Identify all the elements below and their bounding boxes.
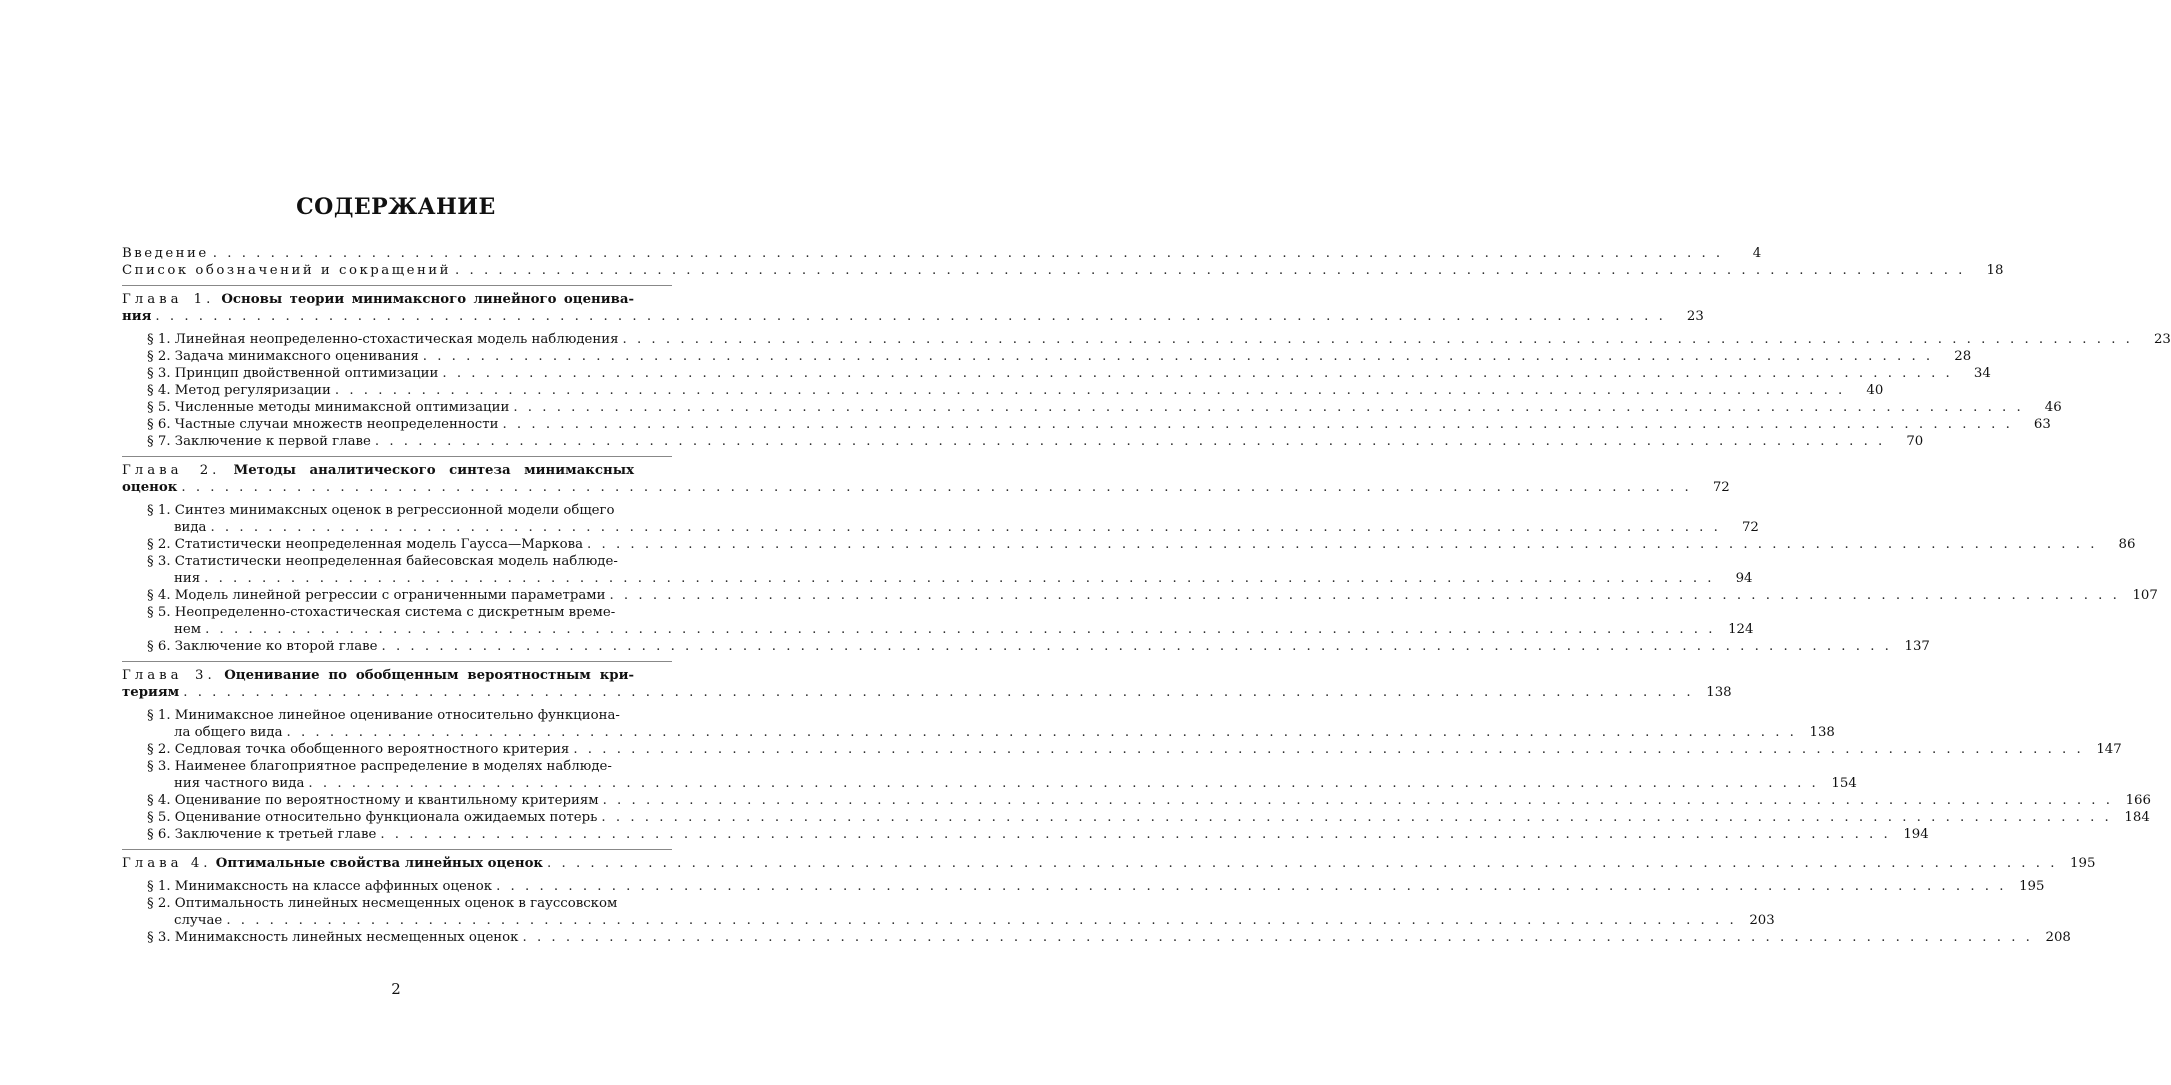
page-ref: 63: [2033, 417, 2051, 432]
chapter-label: Глава 2.: [122, 463, 221, 478]
leader-dots: . . . . . . . . . . . . . . . . . . . . . . . . . . . . . . . . . . . . . . . . . . . . . . . . . . . . . . . . . . . . . . . . . . . . . . . . . . . . . . . . . . . . . . . . . . . . . . . . . . . . . . . . .: [334, 383, 1846, 398]
leader-dots: . . . . . . . . . . . . . . . . . . . . . . . . . . . . . . . . . . . . . . . . . . . . . . . . . . . . . . . . . . . . . . . . . . . . . . . . . . . . . . . . . . . . . . . . . . . . . . . . . . . . . . . . .: [181, 480, 1692, 495]
leader-dots: . . . . . . . . . . . . . . . . . . . . . . . . . . . . . . . . . . . . . . . . . . . . . . . . . . . . . . . . . . . . . . . . . . . . . . . . . . . . . . . . . . . . . . . . . . . . . . . . . . . . . . . . .: [226, 913, 1737, 928]
page-ref: 154: [1831, 776, 1857, 791]
entry-text: § 5. Оценивание относительно функционала ожидаемых потерь: [147, 810, 598, 825]
page-ref: 4: [1752, 246, 1762, 261]
chapter-heading[interactable]: [122, 463, 672, 480]
page-ref: 28: [1954, 349, 1972, 364]
leader-dots: . . . . . . . . . . . . . . . . . . . . . . . . . . . . . . . . . . . . . . . . . . . . . . . . . . . . . . . . . . . . . . . . . . . . . . . . . . . . . . . . . . . . . . . . . . . . . . . . . . . . . . . . .: [502, 417, 2013, 432]
entry-text: § 2. Седловая точка обобщенного вероятностного критерия: [147, 742, 570, 757]
leader-dots: . . . . . . . . . . . . . . . . . . . . . . . . . . . . . . . . . . . . . . . . . . . . . . . . . . . . . . . . . . . . . . . . . . . . . . . . . . . . . . . . . . . . . . . . . . . . . . . . . . . . . . . . .: [622, 332, 2133, 347]
section-entry[interactable]: [122, 810, 2150, 827]
entry-text: § 5. Численные методы минимаксной оптимизации: [147, 400, 510, 415]
entry-text: § 6. Заключение ко второй главе: [147, 639, 378, 654]
entry-text: случае: [174, 913, 223, 928]
page-ref: 137: [1904, 639, 1930, 654]
chapter-label: Глава 3.: [122, 668, 216, 683]
entry-text: вида: [174, 520, 207, 535]
page-ref: 166: [2125, 793, 2151, 808]
chapter-label: Глава 1.: [122, 292, 215, 307]
leader-dots: . . . . . . . . . . . . . . . . . . . . . . . . . . . . . . . . . . . . . . . . . . . . . . . . . . . . . . . . . . . . . . . . . . . . . . . . . . . . . . . . . . . . . . . . . . . . . . . . . . . . . . . . .: [547, 856, 2058, 871]
section-entry[interactable]: [122, 417, 2051, 434]
chapter-title: Оценивание по обобщенным вероятностным кри-: [224, 668, 634, 683]
entry-text: нем: [174, 622, 202, 637]
entry-text: § 1. Линейная неопределенно-стохастическая модель наблюдения: [147, 332, 619, 347]
page-ref: 86: [2118, 537, 2136, 552]
page-ref: 124: [1728, 622, 1754, 637]
page-title: СОДЕРЖАНИЕ: [296, 194, 496, 220]
page-ref: 40: [1866, 383, 1884, 398]
section-entry[interactable]: [122, 349, 1972, 366]
page-ref: 195: [2019, 879, 2045, 894]
entry-text: § 3. Принцип двойственной оптимизации: [147, 366, 439, 381]
leader-dots: . . . . . . . . . . . . . . . . . . . . . . . . . . . . . . . . . . . . . . . . . . . . . . . . . . . . . . . . . . . . . . . . . . . . . . . . . . . . . . . . . . . . . . . . . . . . . . . . . . . . . . . . .: [496, 879, 2007, 894]
chapter-title: Оптимальные свойства линейных оценок: [215, 856, 544, 871]
section-entry[interactable]: [122, 332, 2171, 349]
chapter-title-cont: териям: [122, 685, 180, 700]
chapter-entry[interactable]: [122, 480, 1730, 497]
section-entry[interactable]: [122, 930, 2071, 947]
leader-dots: . . . . . . . . . . . . . . . . . . . . . . . . . . . . . . . . . . . . . . . . . . . . . . . . . . . . . . . . . . . . . . . . . . . . . . . . . . . . . . . . . . . . . . . . . . . . . . . . . . . . . . . . .: [155, 309, 1666, 324]
leader-dots: . . . . . . . . . . . . . . . . . . . . . . . . . . . . . . . . . . . . . . . . . . . . . . . . . . . . . . . . . . . . . . . . . . . . . . . . . . . . . . . . . . . . . . . . . . . . . . . . . . . . . . . . .: [601, 810, 2112, 825]
leader-dots: . . . . . . . . . . . . . . . . . . . . . . . . . . . . . . . . . . . . . . . . . . . . . . . . . . . . . . . . . . . . . . . . . . . . . . . . . . . . . . . . . . . . . . . . . . . . . . . . . . . . . . . . .: [374, 434, 1886, 449]
page-ref: 147: [2096, 742, 2122, 757]
page-ref: 138: [1809, 725, 1835, 740]
section-line[interactable]: § 3. Наименее благоприятное распределение в моделях наблюде-: [147, 759, 612, 774]
section-entry[interactable]: [122, 913, 1775, 930]
leader-dots: . . . . . . . . . . . . . . . . . . . . . . . . . . . . . . . . . . . . . . . . . . . . . . . . . . . . . . . . . . . . . . . . . . . . . . . . . . . . . . . . . . . . . . . . . . . . . . . . . . . . . . . . .: [210, 520, 1721, 535]
chapter-title: Методы аналитического синтеза минимаксных: [233, 463, 634, 478]
page-ref: 70: [1906, 434, 1924, 449]
leader-dots: . . . . . . . . . . . . . . . . . . . . . . . . . . . . . . . . . . . . . . . . . . . . . . . . . . . . . . . . . . . . . . . . . . . . . . . . . . . . . . . . . . . . . . . . . . . . . . . . . . . . . . . . .: [513, 400, 2024, 415]
leader-dots: . . . . . . . . . . . . . . . . . . . . . . . . . . . . . . . . . . . . . . . . . . . . . . . . . . . . . . . . . . . . . . . . . . . . . . . . . . . . . . . . . . . . . . . . . . . . . . . . . . . . . . . . .: [602, 793, 2113, 808]
chapter-label: Глава 4.: [122, 856, 212, 871]
entry-text: ла общего вида: [174, 725, 283, 740]
section-entry[interactable]: [122, 434, 1924, 451]
entry-text: § 2. Статистически неопределенная модель Гаусса—Маркова: [147, 537, 584, 552]
page-ref: 208: [2045, 930, 2071, 945]
leader-dots: . . . . . . . . . . . . . . . . . . . . . . . . . . . . . . . . . . . . . . . . . . . . . . . . . . . . . . . . . . . . . . . . . . . . . . . . . . . . . . . . . . . . . . . . . . . . . . . . . . . . . . . . .: [212, 246, 1724, 261]
leader-dots: . . . . . . . . . . . . . . . . . . . . . . . . . . . . . . . . . . . . . . . . . . . . . . . . . . . . . . . . . . . . . . . . . . . . . . . . . . . . . . . . . . . . . . . . . . . . . . . . . . . . . . . . .: [183, 685, 1694, 700]
entry-text: § 3. Минимаксность линейных несмещенных оценок: [147, 930, 519, 945]
leader-dots: . . . . . . . . . . . . . . . . . . . . . . . . . . . . . . . . . . . . . . . . . . . . . . . . . . . . . . . . . . . . . . . . . . . . . . . . . . . . . . . . . . . . . . . . . . . . . . . . . . . . . . . . .: [455, 263, 1966, 278]
page-ref: 72: [1741, 520, 1759, 535]
page-ref: 195: [2070, 856, 2096, 871]
page-ref: 34: [1973, 366, 1991, 381]
chapter-title-cont: оценок: [122, 480, 178, 495]
chapter-entry[interactable]: [122, 309, 1704, 326]
leader-dots: . . . . . . . . . . . . . . . . . . . . . . . . . . . . . . . . . . . . . . . . . . . . . . . . . . . . . . . . . . . . . . . . . . . . . . . . . . . . . . . . . . . . . . . . . . . . . . . . . . . . . . . . .: [380, 827, 1891, 842]
page-ref: 23: [1686, 309, 1704, 324]
page-ref: 203: [1749, 913, 1775, 928]
section-line[interactable]: § 1. Синтез минимаксных оценок в регрессионной модели общего: [147, 503, 615, 518]
divider: [122, 456, 672, 457]
section-entry[interactable]: [122, 537, 2136, 554]
leader-dots: . . . . . . . . . . . . . . . . . . . . . . . . . . . . . . . . . . . . . . . . . . . . . . . . . . . . . . . . . . . . . . . . . . . . . . . . . . . . . . . . . . . . . . . . . . . . . . . . . . . . . . . . .: [308, 776, 1819, 791]
entry-text: ния частного вида: [174, 776, 305, 791]
page-ref: 18: [1986, 263, 2004, 278]
divider: [122, 285, 672, 286]
section-entry[interactable]: [122, 383, 1884, 400]
section-entry[interactable]: [122, 793, 2151, 810]
divider: [122, 661, 672, 662]
section-line[interactable]: § 2. Оптимальность линейных несмещенных оценок в гауссовском: [147, 896, 618, 911]
toc-entry[interactable]: [122, 246, 1762, 263]
leader-dots: . . . . . . . . . . . . . . . . . . . . . . . . . . . . . . . . . . . . . . . . . . . . . . . . . . . . . . . . . . . . . . . . . . . . . . . . . . . . . . . . . . . . . . . . . . . . . . . . . . . . . . . . .: [522, 930, 2033, 945]
chapter-heading[interactable]: [122, 292, 672, 309]
section-entry[interactable]: [122, 520, 1759, 537]
table-of-contents: [122, 246, 2171, 947]
chapter-title-cont: ния: [122, 309, 152, 324]
leader-dots: . . . . . . . . . . . . . . . . . . . . . . . . . . . . . . . . . . . . . . . . . . . . . . . . . . . . . . . . . . . . . . . . . . . . . . . . . . . . . . . . . . . . . . . . . . . . . . . . . . . . . . . . .: [286, 725, 1797, 740]
section-line[interactable]: § 5. Неопределенно-стохастическая система с дискретным време-: [147, 605, 616, 620]
page-ref: 184: [2124, 810, 2150, 825]
entry-text: § 4. Модель линейной регрессии с ограниченными параметрами: [147, 588, 606, 603]
section-entry[interactable]: [122, 366, 1991, 383]
page-ref: 23: [2153, 332, 2171, 347]
entry-text: Список обозначений и сокращений: [122, 263, 452, 278]
chapter-entry[interactable]: [122, 685, 1732, 702]
chapter-entry[interactable]: [122, 856, 2096, 873]
leader-dots: . . . . . . . . . . . . . . . . . . . . . . . . . . . . . . . . . . . . . . . . . . . . . . . . . . . . . . . . . . . . . . . . . . . . . . . . . . . . . . . . . . . . . . . . . . . . . . . . . . . . . . . . .: [442, 366, 1953, 381]
leader-dots: . . . . . . . . . . . . . . . . . . . . . . . . . . . . . . . . . . . . . . . . . . . . . . . . . . . . . . . . . . . . . . . . . . . . . . . . . . . . . . . . . . . . . . . . . . . . . . . . . . . . . . . . .: [204, 571, 1715, 586]
entry-text: ния: [174, 571, 201, 586]
entry-text: § 1. Минимаксность на классе аффинных оценок: [147, 879, 493, 894]
section-entry[interactable]: [122, 588, 2158, 605]
page-number: 2: [391, 980, 401, 998]
section-line[interactable]: § 1. Минимаксное линейное оценивание относительно функциона-: [147, 708, 620, 723]
entry-text: § 6. Заключение к третьей главе: [147, 827, 377, 842]
toc-entry[interactable]: [122, 263, 2004, 280]
section-entry[interactable]: [122, 742, 2122, 759]
section-entry[interactable]: [122, 725, 1835, 742]
leader-dots: . . . . . . . . . . . . . . . . . . . . . . . . . . . . . . . . . . . . . . . . . . . . . . . . . . . . . . . . . . . . . . . . . . . . . . . . . . . . . . . . . . . . . . . . . . . . . . . . . . . . . . . . .: [381, 639, 1892, 654]
leader-dots: . . . . . . . . . . . . . . . . . . . . . . . . . . . . . . . . . . . . . . . . . . . . . . . . . . . . . . . . . . . . . . . . . . . . . . . . . . . . . . . . . . . . . . . . . . . . . . . . . . . . . . . . .: [205, 622, 1716, 637]
leader-dots: . . . . . . . . . . . . . . . . . . . . . . . . . . . . . . . . . . . . . . . . . . . . . . . . . . . . . . . . . . . . . . . . . . . . . . . . . . . . . . . . . . . . . . . . . . . . . . . . . . . . . . . . .: [609, 588, 2120, 603]
page-ref: 138: [1706, 685, 1732, 700]
chapter-heading: [122, 856, 543, 871]
entry-text: § 4. Оценивание по вероятностному и квантильному критериям: [147, 793, 599, 808]
leader-dots: . . . . . . . . . . . . . . . . . . . . . . . . . . . . . . . . . . . . . . . . . . . . . . . . . . . . . . . . . . . . . . . . . . . . . . . . . . . . . . . . . . . . . . . . . . . . . . . . . . . . . . . . .: [573, 742, 2084, 757]
section-line[interactable]: § 3. Статистически неопределенная байесовская модель наблюде-: [147, 554, 618, 569]
section-entry[interactable]: [122, 571, 1753, 588]
section-entry[interactable]: [122, 776, 1857, 793]
section-entry[interactable]: [122, 879, 2045, 896]
chapter-heading[interactable]: [122, 668, 672, 685]
chapter-title: Основы теории минимаксного линейного оценива-: [221, 292, 634, 307]
page-ref: 72: [1712, 480, 1730, 495]
page-ref: 194: [1903, 827, 1929, 842]
page-ref: 46: [2044, 400, 2062, 415]
entry-text: § 2. Задача минимаксного оценивания: [147, 349, 419, 364]
leader-dots: . . . . . . . . . . . . . . . . . . . . . . . . . . . . . . . . . . . . . . . . . . . . . . . . . . . . . . . . . . . . . . . . . . . . . . . . . . . . . . . . . . . . . . . . . . . . . . . . . . . . . . . . .: [422, 349, 1934, 364]
leader-dots: . . . . . . . . . . . . . . . . . . . . . . . . . . . . . . . . . . . . . . . . . . . . . . . . . . . . . . . . . . . . . . . . . . . . . . . . . . . . . . . . . . . . . . . . . . . . . . . . . . . . . . . . .: [587, 537, 2098, 552]
section-entry[interactable]: [122, 639, 1930, 656]
entry-text: § 4. Метод регуляризации: [147, 383, 331, 398]
divider: [122, 849, 672, 850]
entry-text: Введение: [122, 246, 209, 261]
section-entry[interactable]: [122, 622, 1754, 639]
page-ref: 107: [2132, 588, 2158, 603]
page-ref: 94: [1735, 571, 1753, 586]
entry-text: § 7. Заключение к первой главе: [147, 434, 371, 449]
section-entry[interactable]: [122, 827, 1929, 844]
entry-text: § 6. Частные случаи множеств неопределенности: [147, 417, 499, 432]
section-entry[interactable]: [122, 400, 2062, 417]
